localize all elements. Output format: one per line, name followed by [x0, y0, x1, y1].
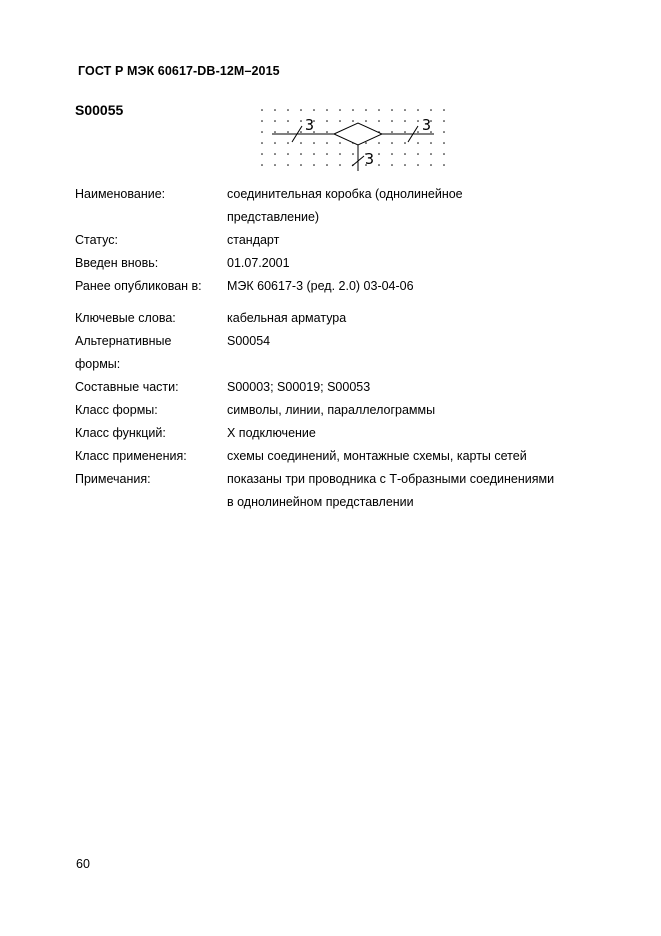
property-label: Статус:	[75, 233, 118, 247]
property-list	[75, 183, 615, 514]
grid-dot	[326, 109, 328, 111]
grid-dot	[365, 142, 367, 144]
grid-dot	[274, 109, 276, 111]
grid-dot	[417, 142, 419, 144]
grid-dot	[300, 109, 302, 111]
grid-dot	[417, 120, 419, 122]
grid-dot	[404, 109, 406, 111]
grid-dot	[365, 120, 367, 122]
grid-dot	[391, 131, 393, 133]
grid-dot	[430, 164, 432, 166]
property-value: 01.07.2001	[227, 256, 290, 270]
grid-dot	[443, 131, 445, 133]
property-value: МЭК 60617-3 (ред. 2.0) 03-04-06	[227, 279, 414, 293]
property-row-form-class	[75, 399, 615, 422]
grid-dot	[430, 109, 432, 111]
property-value: соединительная коробка (однолинейное представление)	[227, 187, 463, 224]
property-value: S00054	[227, 334, 271, 348]
grid-dot	[443, 142, 445, 144]
property-label: Альтернативные формы:	[75, 334, 172, 371]
property-row-introduced	[75, 252, 615, 275]
property-row-alternative-forms	[75, 330, 615, 376]
grid-dot	[378, 142, 380, 144]
grid-dot	[274, 131, 276, 133]
grid-dot	[261, 153, 263, 155]
grid-dot	[352, 120, 354, 122]
grid-dot	[391, 153, 393, 155]
grid-dot	[287, 120, 289, 122]
property-row-status	[75, 229, 615, 252]
property-row-name	[75, 183, 615, 229]
symbol-code: S00055	[75, 102, 124, 118]
property-value: кабельная арматура	[227, 311, 347, 325]
grid-dot	[326, 164, 328, 166]
property-label: Введен вновь:	[75, 256, 159, 270]
property-row-function-class	[75, 422, 615, 445]
grid-dot	[352, 153, 354, 155]
grid-dot	[417, 131, 419, 133]
grid-dot	[300, 142, 302, 144]
grid-dot	[391, 164, 393, 166]
grid-dot	[274, 142, 276, 144]
grid-dot	[339, 142, 341, 144]
grid-dot	[261, 109, 263, 111]
grid-dot	[287, 153, 289, 155]
grid-dot	[404, 153, 406, 155]
property-label: Класс функций:	[75, 426, 166, 440]
grid-dot	[313, 164, 315, 166]
grid-dot	[313, 153, 315, 155]
grid-dot	[417, 164, 419, 166]
property-label: Класс применения:	[75, 449, 187, 463]
property-value: X подключение	[227, 426, 316, 440]
grid-dot	[443, 120, 445, 122]
property-value: схемы соединений, монтажные схемы, карты сетей	[227, 449, 527, 463]
grid-dot	[378, 120, 380, 122]
grid-dot	[274, 153, 276, 155]
property-value: стандарт	[227, 233, 280, 247]
grid-dot	[261, 164, 263, 166]
grid-dot	[404, 164, 406, 166]
page-number: 60	[76, 857, 90, 871]
property-label: Составные части:	[75, 380, 179, 394]
grid-dot	[326, 120, 328, 122]
property-label: Класс формы:	[75, 403, 158, 417]
grid-dot	[404, 120, 406, 122]
symbol-figure	[252, 104, 452, 174]
grid-dot	[404, 131, 406, 133]
grid-dot	[339, 109, 341, 111]
grid-dot	[443, 153, 445, 155]
figure-label-bottom: 3	[365, 150, 375, 168]
grid-dot	[378, 164, 380, 166]
grid-dot	[300, 153, 302, 155]
grid-dot	[313, 109, 315, 111]
grid-dot	[391, 120, 393, 122]
grid-dot	[300, 131, 302, 133]
grid-dot	[352, 109, 354, 111]
grid-dot	[417, 109, 419, 111]
grid-dot	[287, 164, 289, 166]
property-row-application-class	[75, 445, 615, 468]
grid-dot	[287, 142, 289, 144]
grid-dot	[443, 164, 445, 166]
property-value: S00003; S00019; S00053	[227, 380, 371, 394]
property-row-notes	[75, 468, 615, 514]
grid-dot	[261, 131, 263, 133]
grid-dot	[404, 142, 406, 144]
grid-dot	[378, 153, 380, 155]
junction-diamond	[334, 123, 382, 145]
property-label: Примечания:	[75, 472, 151, 486]
document-header: ГОСТ Р МЭК 60617-DB-12M–2015	[78, 64, 280, 78]
property-row-keywords	[75, 307, 615, 330]
grid-dot	[287, 131, 289, 133]
property-label: Ключевые слова:	[75, 311, 176, 325]
grid-dot	[326, 153, 328, 155]
grid-dot	[365, 109, 367, 111]
grid-dot	[326, 131, 328, 133]
property-label: Ранее опубликован в:	[75, 279, 202, 293]
grid-dot	[287, 109, 289, 111]
grid-dot	[391, 109, 393, 111]
grid-dot	[326, 142, 328, 144]
figure-label-right: 3	[422, 116, 432, 134]
property-row-components	[75, 376, 615, 399]
grid-dot	[378, 109, 380, 111]
grid-dot	[313, 142, 315, 144]
grid-dot	[300, 164, 302, 166]
grid-dot	[443, 109, 445, 111]
grid-dot	[300, 120, 302, 122]
grid-dot	[274, 120, 276, 122]
grid-dot	[430, 153, 432, 155]
property-value: символы, линии, параллелограммы	[227, 403, 436, 417]
grid-dot	[339, 120, 341, 122]
grid-dot	[339, 164, 341, 166]
grid-dot	[274, 164, 276, 166]
grid-dot	[339, 153, 341, 155]
grid-dot	[261, 120, 263, 122]
grid-dot	[261, 142, 263, 144]
property-label: Наименование:	[75, 187, 166, 201]
property-value: показаны три проводника с Т-образными соединениями в однолинейном представлении	[227, 472, 555, 509]
grid-dot	[430, 142, 432, 144]
grid-dot	[417, 153, 419, 155]
figure-label-left: 3	[305, 116, 315, 134]
property-row-previously-published	[75, 275, 615, 298]
grid-dot	[391, 142, 393, 144]
